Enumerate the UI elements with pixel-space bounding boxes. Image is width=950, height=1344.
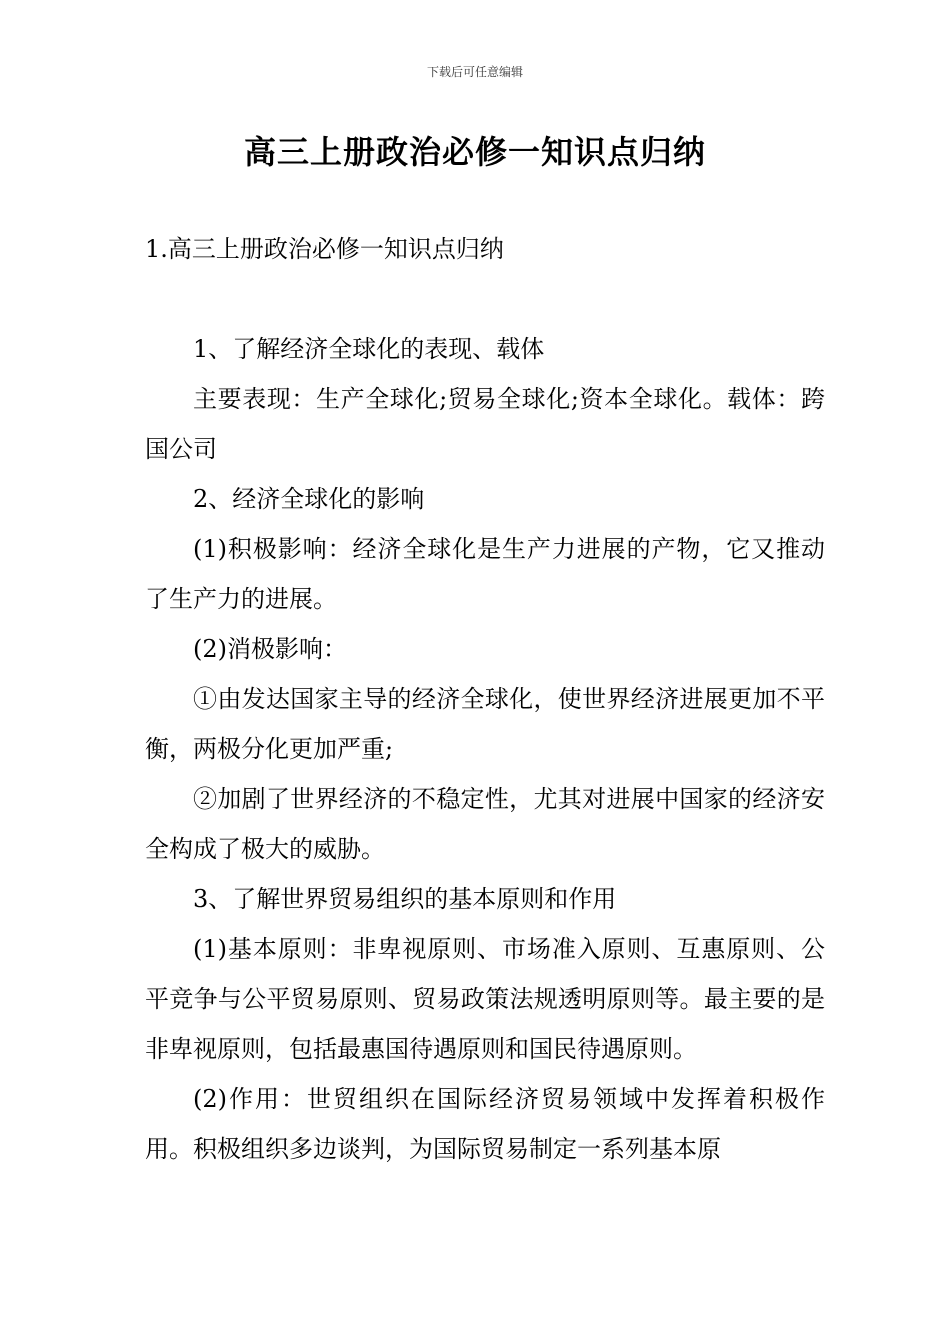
paragraph-5: (2)消极影响： — [193, 635, 347, 663]
paragraph-1: 1、了解经济全球化的表现、载体 — [193, 335, 545, 363]
document-title: 高三上册政治必修一知识点归纳 — [243, 133, 706, 171]
paragraph-2: 主要表现：生产全球化;贸易全球化;资本全球化。载体：跨国公司 — [145, 385, 825, 463]
paragraph-6: ①由发达国家主导的经济全球化，使世界经济进展更加不平衡，两极分化更加严重; — [145, 685, 825, 763]
paragraph-8: 3、了解世界贸易组织的基本原则和作用 — [193, 885, 617, 913]
section-spacer — [145, 274, 825, 324]
header-note: 下载后可任意编辑 — [426, 65, 523, 79]
paragraph-10: (2)作用：世贸组织在国际经济贸易领域中发挥着积极作用。积极组织多边谈判，为国际贸易制定一系列基本原 — [145, 1085, 825, 1163]
paragraph-4: (1)积极影响：经济全球化是生产力进展的产物，它又推动了生产力的进展。 — [145, 535, 825, 613]
section-heading: 1.高三上册政治必修一知识点归纳 — [145, 235, 504, 263]
paragraph-9: (1)基本原则：非卑视原则、市场准入原则、互惠原则、公平竞争与公平贸易原则、贸易政策法规透明原则等。最主要的是非卑视原则，包括最惠国待遇原则和国民待遇原则。 — [145, 935, 825, 1063]
paragraph-3: 2、经济全球化的影响 — [193, 485, 425, 513]
paragraph-7: ②加剧了世界经济的不稳定性，尤其对进展中国家的经济安全构成了极大的威胁。 — [145, 785, 825, 863]
document-body — [145, 224, 825, 1174]
